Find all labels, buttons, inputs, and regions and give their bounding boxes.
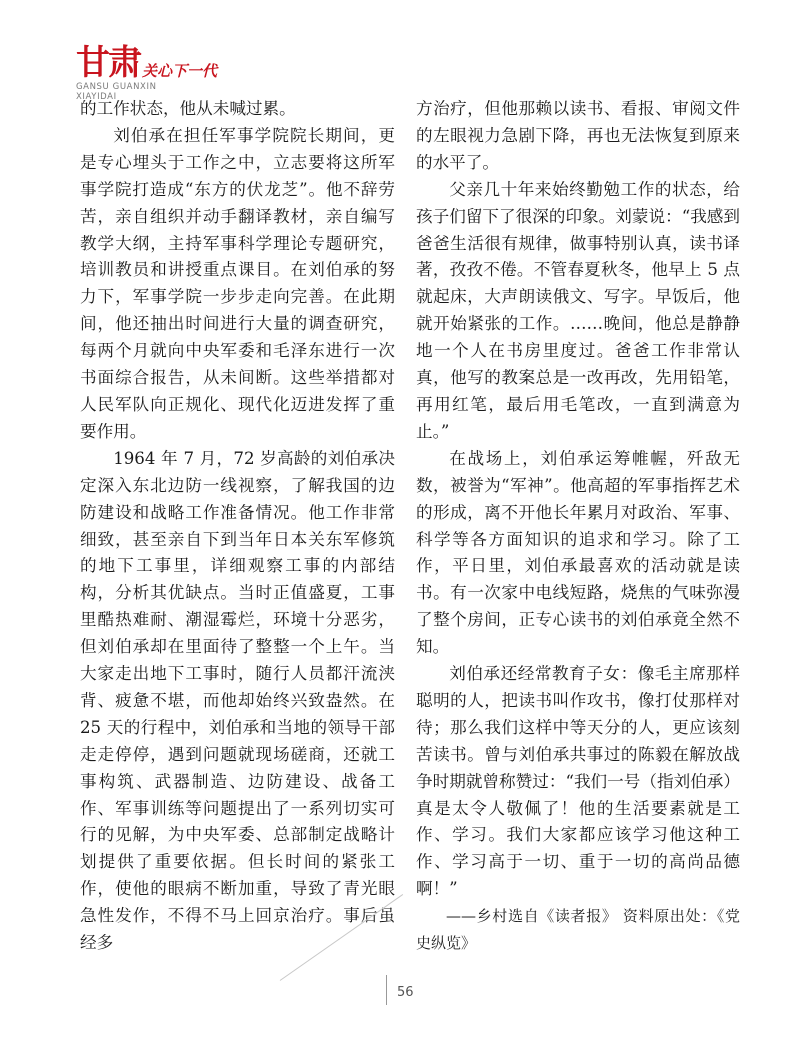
paragraph: 在战场上，刘伯承运筹帷幄，歼敌无数，被誉为“军神”。他高超的军事指挥艺术的形成，离不开他长年累月对政治、军事、科学等各方面知识的追求和学习。除了工作，平日里，刘伯承最喜欢的活动就是读书。有一次家中电线短路，烧焦的气味弥漫了整个房间，正专心读书的刘伯承竟全然不知。 bbox=[416, 448, 740, 657]
paragraph: 父亲几十年来始终勤勉工作的状态，给孩子们留下了很深的印象。刘蒙说：“我感到爸爸生活很有规律，做事特别认真，读书译著，孜孜不倦。不管春夏秋冬，他早上 5 点就起床，大声朗读俄文、写字。早饭后，他就开始紧张的工作。……晚间，他总是静静地一个人在书房里度过。爸爸工作非常认真，他写的教案总是一改再改，先用铅笔，再用红笔，最后用毛笔改，一直到满意为止。” bbox=[416, 179, 740, 441]
paragraph: 方治疗，但他那赖以读书、看报、审阅文件的左眼视力急剧下降，再也无法恢复到原来的水平了。 bbox=[416, 99, 740, 172]
left-column bbox=[80, 96, 395, 957]
masthead-subtitle: 关心下一代 bbox=[142, 62, 218, 80]
page-number: 56 bbox=[397, 985, 414, 1000]
page-number-rule bbox=[386, 975, 387, 1005]
masthead-english-line1: GANSU GUANXIN bbox=[76, 82, 157, 92]
paragraph: 的工作状态，他从未喊过累。 bbox=[80, 99, 296, 118]
paragraph: 1964 年 7 月，72 岁高龄的刘伯承决定深入东北边防一线视察，了解我国的边防建设和战略工作准备情况。他工作非常细致，甚至亲自下到当年日本关东军修筑的地下工事里，详细观察工事的内部结构，分析其优缺点。当时正值盛夏，工事里酷热难耐、潮湿霉烂，环境十分恶劣，但刘伯承却在里面待了整整一个上午。当大家走出地下工事时，随行人员都汗流浃背、疲惫不堪，而他却始终兴致盎然。在 25 天的行程中，刘伯承和当地的领导干部走走停停，遇到问题就现场磋商，还就工事构筑、武器制造、边防建设、战备工作、军事训练等问题提出了一系列切实可行的见解，为中央军委、总部制定战略计划提供了重要依据。但长时间的紧张工作，使他的眼病不断加重，导致了青光眼急性发作，不得不马上回京治疗。事后虽经多 bbox=[80, 448, 395, 953]
paragraph: 刘伯承在担任军事学院院长期间，更是专心埋头于工作之中，立志要将这所军事学院打造成“东方的伏龙芝”。他不辞劳苦，亲自组织并动手翻译教材，亲自编写教学大纲，主持军事科学理论专题研究，培训教员和讲授重点课目。在刘伯承的努力下，军事学院一步步走向完善。在此期间，他还抽出时间进行大量的调查研究，每两个月就向中央军委和毛泽东进行一次书面综合报告，从未间断。这些举措都对人民军队向正规化、现代化迈进发挥了重要作用。 bbox=[80, 125, 395, 441]
source-attribution: ——乡村选自《读者报》 资料原出处：《党史纵览》 bbox=[416, 907, 740, 953]
masthead-english-line2: XIAYIDAI bbox=[76, 92, 117, 102]
right-column bbox=[416, 96, 740, 957]
paragraph: 刘伯承还经常教育子女：像毛主席那样聪明的人，把读书叫作攻书，像打仗那样对待；那么我们这样中等天分的人，更应该刻苦读书。曾与刘伯承共事过的陈毅在解放战争时期就曾称赞过：“我们一号（指刘伯承）真是太令人敬佩了！他的生活要素就是工作、学习。我们大家都应该学习他这种工作、学习高于一切、重于一切的高尚品德啊！” bbox=[416, 664, 740, 899]
masthead-logo: 甘肃 bbox=[76, 43, 140, 83]
